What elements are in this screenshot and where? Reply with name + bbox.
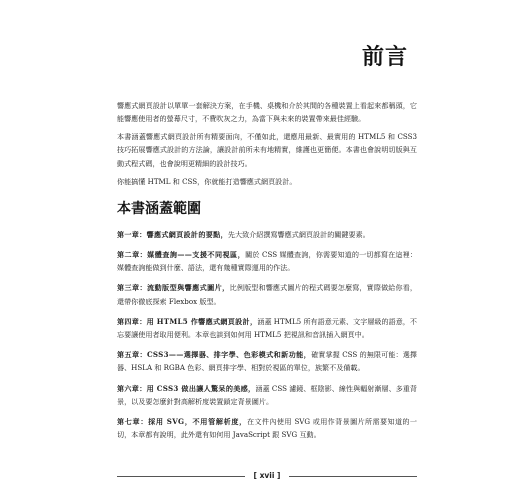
chapter-3-description: 比例版型和響應式圖片的程式碼要怎麼寫，實際做給你看，還帶你徹底探索 Flexbox 版型。 bbox=[117, 283, 418, 306]
footer-rule-right bbox=[289, 476, 417, 477]
chapter-5-heading: 第五章：CSS3——選擇器、排字學、色彩模式和新功能， bbox=[117, 350, 312, 360]
chapter-3-heading: 第三章：流動版型與響應式圖片， bbox=[117, 283, 230, 293]
chapter-1-heading: 第一章：響應式網頁設計的要點， bbox=[117, 229, 228, 239]
chapter-4-heading: 第四章：用 HTML5 作響應式網頁設計， bbox=[117, 316, 258, 326]
page-number: [ xvii ] bbox=[253, 471, 281, 480]
chapter-6-description: 涵蓋 CSS 濾鏡、框陰影、線性與輻射漸層、多重背景，以及要怎麼針對高解析度裝置鎖定背景圖片。 bbox=[117, 383, 417, 406]
page-number-value: xvii bbox=[259, 471, 275, 480]
chapter-3 bbox=[117, 281, 417, 307]
chapter-2-description: 關於 CSS 媒體查詢，你需要知道的一切都寫在這裡：媒體查詢能做到什麼、語法，還有幾種實際運用的作法。 bbox=[117, 250, 417, 273]
chapter-2 bbox=[117, 248, 417, 274]
chapter-5 bbox=[117, 348, 417, 374]
chapter-2-heading: 第二章：媒體查詢——支援不同視區， bbox=[117, 250, 246, 260]
chapter-1 bbox=[117, 228, 417, 241]
chapter-7-heading: 第七章：採用 SVG，不用管解析度， bbox=[117, 417, 247, 427]
chapter-7-description: 在文件內使用 SVG 或用作背景圖片所需要知道的一切，本章都有說明，此外還有如何用 JavaScript 跟 SVG 互動。 bbox=[117, 417, 417, 440]
intro-paragraph-1: 響應式網頁設計以單單一套解決方案，在手機、桌機和介於其間的各種裝置上看起來都稱頭，它能響應使用者的螢幕尺寸，不費吹灰之力，為當下與未來的裝置帶來最佳經驗。 bbox=[117, 101, 417, 124]
intro-paragraph-3: 你能搞懂 HTML 和 CSS，你就能打造響應式網頁設計。 bbox=[117, 176, 297, 186]
chapter-5-description: 確實掌握 CSS 的無限可能：選擇器、HSLA 和 RGBA 色彩、網頁排字學、相對於視區的單位，族繁不及備載。 bbox=[117, 350, 417, 373]
chapter-7 bbox=[117, 415, 417, 441]
page-title: 前言 bbox=[361, 45, 408, 70]
chapter-6 bbox=[117, 382, 417, 408]
section-heading: 本書涵蓋範圍 bbox=[117, 200, 201, 217]
page-footer bbox=[117, 470, 417, 482]
chapter-4-description: 涵蓋 HTML5 所有語意元素、文字層級的語意，不忘要讓使用者取用便利。本章也談到如何用 HTML5 把視訊和音訊插入網頁中。 bbox=[117, 316, 417, 340]
chapter-1-description: 先大致介紹撰寫響應式網頁設計的關鍵要素。 bbox=[227, 229, 370, 239]
chapter-4 bbox=[117, 315, 417, 341]
intro-paragraph-2: 本書涵蓋響應式網頁設計所有精要面向，不僅如此，還應用最新、最實用的 HTML5 和 CSS3 技巧拓展響應式設計的方法論，讓設計前所未有地精實，維護也更簡便。本書也會說明切版與互動式程式碼，也會說明更精細的設計技巧。 bbox=[117, 132, 417, 168]
chapter-6-heading: 第六章：用 CSS3 做出讓人驚呆的美感， bbox=[117, 383, 256, 393]
page-content bbox=[117, 99, 417, 448]
